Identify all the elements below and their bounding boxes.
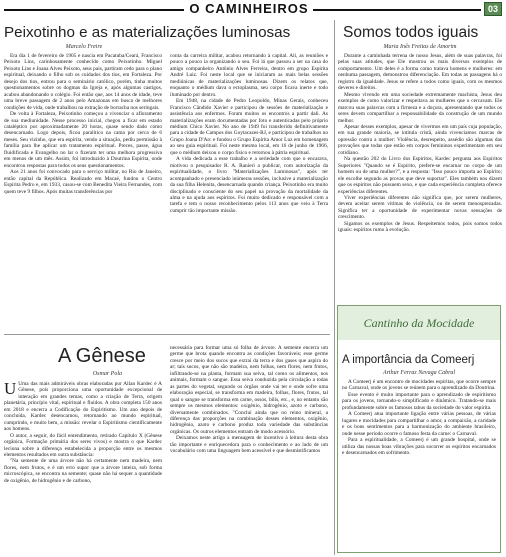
paragraph: Mesmo vivendo em uma sociedade extremamente machista, Jesus deu exemplos de como valorizar e respeitava as mulheres que o cercavam. Ele marcou suas palavras com a firmeza e a doçura, apresentando que todos os seres devem compartilhar a responsabilidade da construção de um mundo melhor.	[338, 91, 502, 124]
section-title: Cantinho da Mocidade	[363, 316, 475, 330]
article-headline: A importância da Comeerj	[342, 354, 475, 366]
article-byline: Osmar Pola	[92, 371, 122, 377]
paragraph: De volta à Fortaleza, Peixotinho começou a vivenciar o afloramento de sua mediunidade. Nesse processo inicial, chegou a ficar em estado cataléptico por aproximadamente 20 horas, quase sendo dado como desencarnado. Logo depois, ficou paralítico na cama por cerca de 6 meses. Seu vizinho, que era espírita, vendo a situação, pediu permissão à família para lhe aplicar um tratamento espiritual. Preces, passe, água fluidificada e Evangelho no lar o fizeram ter uma melhora progressiva em menos de um mês. Assim, foi introduzido à Doutrina Espírita, onde encontrou respostas para todos os seus questionamentos.	[4, 111, 162, 169]
article-byline: Arthur Ferraz Nevaga Cabral	[382, 370, 456, 376]
paragraph: Aos 21 anos foi convocado para o serviço militar, no Rio de Janeiro, então capital da República. Realizado em Macaé, fundou o Centro Espírita Pedro e, em 1933, casou-se com Benedita Vieira Fernandes, com quem teve 9 filhos. Após muitas transferências por	[4, 169, 162, 195]
article-column	[4, 53, 162, 331]
paragraph: Viver experiências diferentes não significa que, por serem mulheres, devem aceitar serem vítimas de violência, ou de serem menosprezadas. Significa ter a oportunidade de experimentar novas sensações de crescimento.	[338, 194, 502, 221]
paragraph: "Na semente de uma árvore não há certamente nem madeira, nem flores, nem frutos, e é um erro supor que a árvore inteira, sob forma microscópica, se encontra na semente; quase não há sequer a quantidade de oxigênio, de hidrogênio e de carbono,	[4, 458, 162, 484]
paragraph: conta da carreira militar, acabou retornando à capital. Ali, as reuniões e pouco a pouco ia organizando o seu. Foi lá que passou a ser na casa do amigo companheiro Antônio Alves Ferreira, dentro em grupo Espírita André Luiz. Foi neste local que se iniciaram as mais belas sessões mediúnicas de materializações luminosas. Dizem os relatos que, enquanto o médium dava o ectoplasma, seu corpo ficava inerte e todo iluminado por dentro.	[170, 53, 328, 98]
article-headline: Peixotinho e as materializações luminosas	[4, 24, 291, 41]
paragraph: Durante a caminhada terrena de nosso Jesus, além de suas palavras, foi pelas suas atitudes, que Ele mostrou os mais diversos exemplos de comportamento. Um deles é a forma como tratava homens e mulheres: em nenhuma passagem, demonstrou diferenciação. Em todas as passagens há o registro da igualdade. Jesus se refere a todos como iguais, com os mesmos deveres e direitos.	[338, 53, 502, 92]
section-header	[338, 306, 500, 340]
drop-cap: U	[4, 381, 17, 398]
article-headline: Somos todos iguais	[343, 24, 479, 41]
paragraph: Era dia 1 de fevereiro de 1905 e nascia em Pacatuba/Ceará, Francisco Peixoto Lins, carinhosamente conhecido como Peixotinho. Miguel Peixoto Lins e Joana Alves Peixoto, seus pais, partiram cedo para o plano espiritual, deixando o filho sob os cuidados dos tios, em Fortaleza. Por desejo dos tios, entrou para o seminário católico, porém, tinha muitos questionamentos sobre os dogmas da Igreja e, após algumas castigos, acabou abandonando o colégio. Foi então que, aos 14 anos de idade, teve uma breve passagem de 2 anos pelo Amazonas em busca de melhores condições de vida, onde trabalhou na extração de borracha nos seringais.	[4, 53, 162, 111]
paragraph: Apesar desses exemplos, apesar de vivermos em um país cuja população, em sua grande maioria, se intitula cristã, ainda vivenciamos marcas de opressão contra a mulher: Violência, desrespeito, assédio são algumas das provações que todas que estão em corpos femininos experimentam em seu cotidiano.	[338, 123, 502, 156]
page-number: 03	[484, 2, 502, 16]
article-column	[170, 345, 328, 553]
article-byline: Maria Inês Freitas de Amorim	[383, 44, 457, 50]
masthead-rule-left	[4, 9, 184, 11]
paragraph: Na questão 202 do Livro dos Espíritos, Kardec pergunta aos Espíritos Superiores "Quando se é Espírito, prefere-se encarnar no corpo de um homem ou de uma mulher?", e a resposta: "Isso pouco importa ao Espírito; ele escolhe segundo as provas que deve suportar". Eles também nos dizem que os espíritos não possuem sexo, e que cada experiência completa oferece experiências diferentes.	[338, 156, 502, 195]
paragraph: A Comeerj atua importante ligação entre várias pessoas, de várias lugares e mocidades para compartilhar o amor, a compaixão, a caridade e os bons sentimentos para a harmonização do ambiente brasileiro, onde nesse período ocorre o famoso festa da carne: o Carnaval.	[342, 411, 496, 437]
article-divider	[4, 334, 330, 335]
article-column	[170, 53, 328, 331]
article-column	[342, 379, 496, 551]
paragraph: Esse evento é muito importante para o aprendizado de espiritismo para os jovens, tornando-o simplificado e dinâmico. Tratando-se mais profundamente sobre os famosos tabus da sociedade do valor espírita.	[342, 391, 496, 411]
paragraph: O autor, a seguir, do fácil entendimento, retirado Capítulo X (Gênese orgânica, Formação primária dos seres vivos) e mostra o que Kardec leciona sobre a diferença estabelecida a proporção entre os mesmos elementos resultados em outra substância:	[4, 432, 162, 458]
article-column	[4, 381, 162, 553]
masthead-title: O CAMINHEIROS	[189, 1, 309, 16]
masthead-rule-right	[313, 9, 481, 11]
paragraph: necessária para formar uma só folha de árvore. A semente encerra um germe que brota quando encontra as condições favoráveis; esse germe cresce por meio dos sucos que extrai da terra e dos gases que aspira do ar; tais sucos, que não são madeira, nem folhas, nem flores, nem frutos, infiltrando-se na planta, formam sua seiva, tal como os alimentos, nos animais, formam o sangue. Essa seiva conduzida pela circulação a todas as partes do vegetal, segundo os órgãos onde vai ter e onde sofre uma elaboração especial, se transforma em madeira, folhas, flores, frutos, tal qual o sangue se transforma em carne, ossos, bílis, etc., e, no entanto são sempre os mesmos elementos: oxigênio, hidrogênio, azoto e carbono, diversamente combinados. "Conclui ainda que no reino mineral, a diferença das proporções na combinação desses elementos, oxigênio, hidrogênio, azoto e carbono produz toda variedade das substâncias orgânicas. Os outros elementos entram de modo acessório.	[170, 345, 328, 435]
article-headline: A Gênese	[58, 345, 146, 367]
paragraph: Em 1948, na cidade de Pedro Leopoldo, Minas Gerais, conheceu Francisco Cândido Xavier e participou de sessões de materialização e assistência aos enfermos. Foram muitos os encontros a partir dali. As materializações eram documentadas por foto e autenticadas pelo próprio médium Chico Xavier. No ano de 1949 foi transferido definitivamente para a cidade de Campos dos Goytacazes-RJ, e participou de trabalhos no Grupo Joana D'Arc e fundou o Grupo Espírita Amor Luz em homenagem ao seu guia espiritual. Foi neste mesmo local, em 16 de junho de 1966, que o médium deixou o corpo físico e retornou à pátria espiritual.	[170, 98, 328, 156]
masthead	[0, 0, 506, 17]
paragraph: A Comeerj é um encontro de mocidades espíritas, que ocorre sempre no Carnaval, onde os jovens se reúnem para o aprendizado da Doutrina.	[342, 379, 496, 392]
paragraph: Sigamos os exemplos de Jesus. Respeitemos todos, pois somos todos iguais: espíritos rumo à evolução.	[338, 220, 502, 234]
paragraph: A vida dedicada a esse trabalho e a seriedade com que o encarava, motivou o pesquisador R. A. Ranieri a publicar, com autorização da espiritualidade, o livro "Materializações Luminosas", após ter acompanhado e presenciado inúmeras sessões, inclusive a materialização da sua filha Helenita, desencarnada quando criança. Peixotinho era muito disciplinado e consciente do seu papel na provação da mortalidade da alma e na ajuda aos espíritos. Foi muito dedicado e responsável com a tarefa e tem o nosso reconhecimento pelos 113 anos que veio à Terra cumprir tão importante missão.	[170, 156, 328, 214]
article-column	[338, 53, 502, 301]
paragraph: Deixamos neste artigo a mensagem de incentivo à leitura desta obra tão importante e enriquecedora para o conhecimento e ao lado de um vocabulário com uma linguagem bem acessível e que desmistificamos	[170, 435, 328, 455]
column-divider-main	[334, 20, 335, 555]
article-byline: Marcelo Freire	[65, 44, 103, 50]
youth-corner-box	[337, 305, 501, 553]
paragraph: Para a espiritualidade, a Comeerj é um grande hospital, onde se utiliza das nossas boas vibrações para socorrer os espíritos encarnados e desencarnados em sofrimento.	[342, 437, 496, 456]
paragraph: U Uma das mais admiráveis obras elaboradas por Allan Kardec é A Gênese, pois proporciona uma oportunidade excepcional de interação em grandes temas, como a criação de Terra, origem planetária, princípio vital, espiritual e fluidos. A obra completa 150 anos em 2018 e encerra a Codificação do Espiritismo. Um ano depois de concluída, Kardec desencarnou, retornando ao mundo espiritual, cumprindo, e muito bem, a missão: revelar o Espiritismo cientificamente aos homens.	[4, 381, 162, 433]
